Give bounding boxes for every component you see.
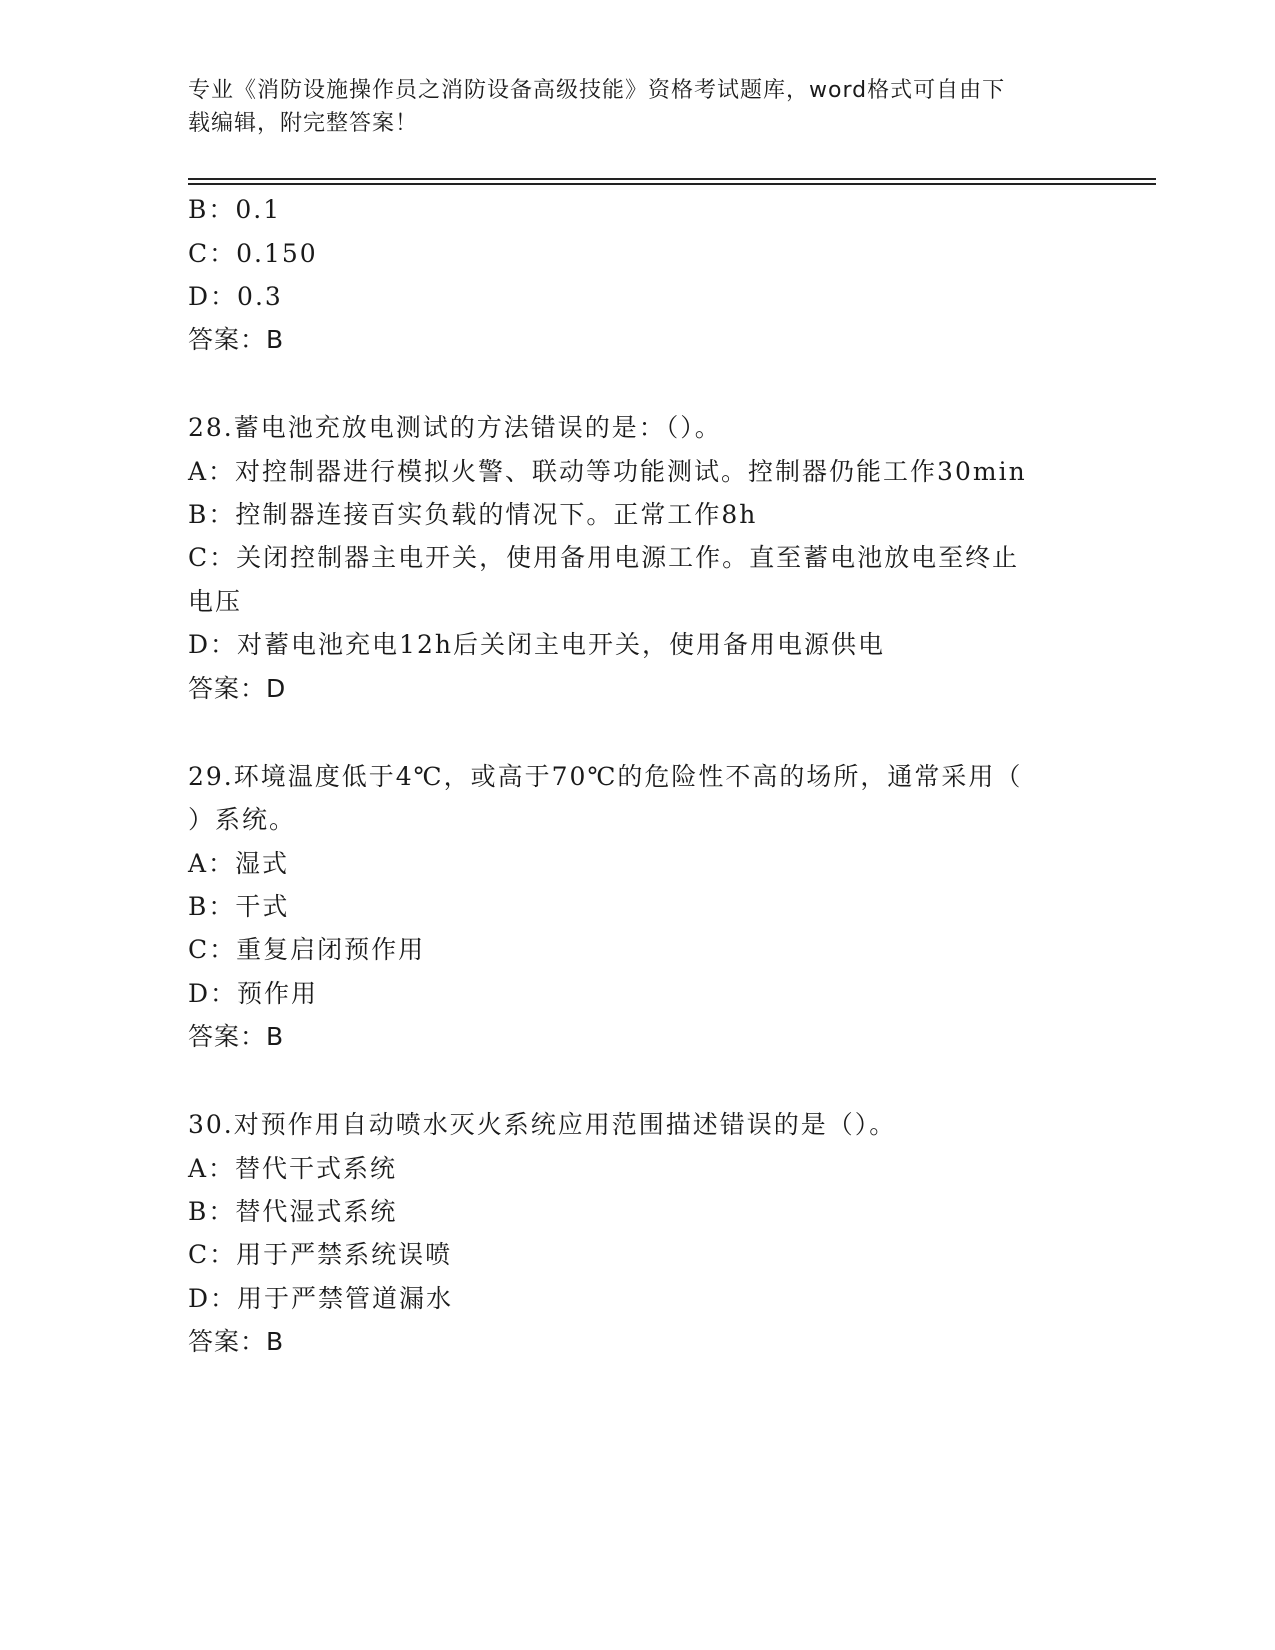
option-line: D：0.3 [188,282,283,311]
question-stem-continuation: ）系统。 [188,805,297,834]
document-header [188,74,1088,140]
option-line: D：用于严禁管道漏水 [188,1284,454,1313]
option-line: D：对蓄电池充电12h后关闭主电开关，使用备用电源供电 [188,630,885,659]
option-line-continuation: 电压 [188,587,243,616]
option-line: C：0.150 [188,239,318,268]
header-line-2: 载编辑，附完整答案！ [188,111,419,136]
option-line: B：控制器连接百实负载的情况下。正常工作8h [188,500,758,529]
option-line: B：0.1 [188,195,282,224]
option-line: C：用于严禁系统误喷 [188,1240,453,1269]
option-line: B：干式 [188,892,290,921]
header-divider-top [188,178,1156,180]
answer-line: 答案：B [188,1022,285,1051]
question-stem: 29.环境温度低于4℃，或高于70℃的危险性不高的场所，通常采用（ [188,762,1023,791]
option-line: C：关闭控制器主电开关，使用备用电源工作。直至蓄电池放电至终止 [188,543,1020,572]
header-divider-bottom [188,183,1156,185]
option-line: A：湿式 [188,849,290,878]
question-stem: 28.蓄电池充放电测试的方法错误的是：（）。 [188,413,722,442]
answer-line: 答案：D [188,674,287,703]
option-line: C：重复启闭预作用 [188,935,426,964]
option-line: A：对控制器进行模拟火警、联动等功能测试。控制器仍能工作30min [188,457,1027,486]
option-line: D：预作用 [188,979,319,1008]
answer-line: 答案：B [188,1327,285,1356]
answer-line: 答案：B [188,325,285,354]
question-stem: 30.对预作用自动喷水灭火系统应用范围描述错误的是（）。 [188,1110,897,1139]
option-line: B：替代湿式系统 [188,1197,398,1226]
option-line: A：替代干式系统 [188,1154,398,1183]
header-line-1: 专业《消防设施操作员之消防设备高级技能》资格考试题库，word格式可自由下 [188,78,1006,103]
